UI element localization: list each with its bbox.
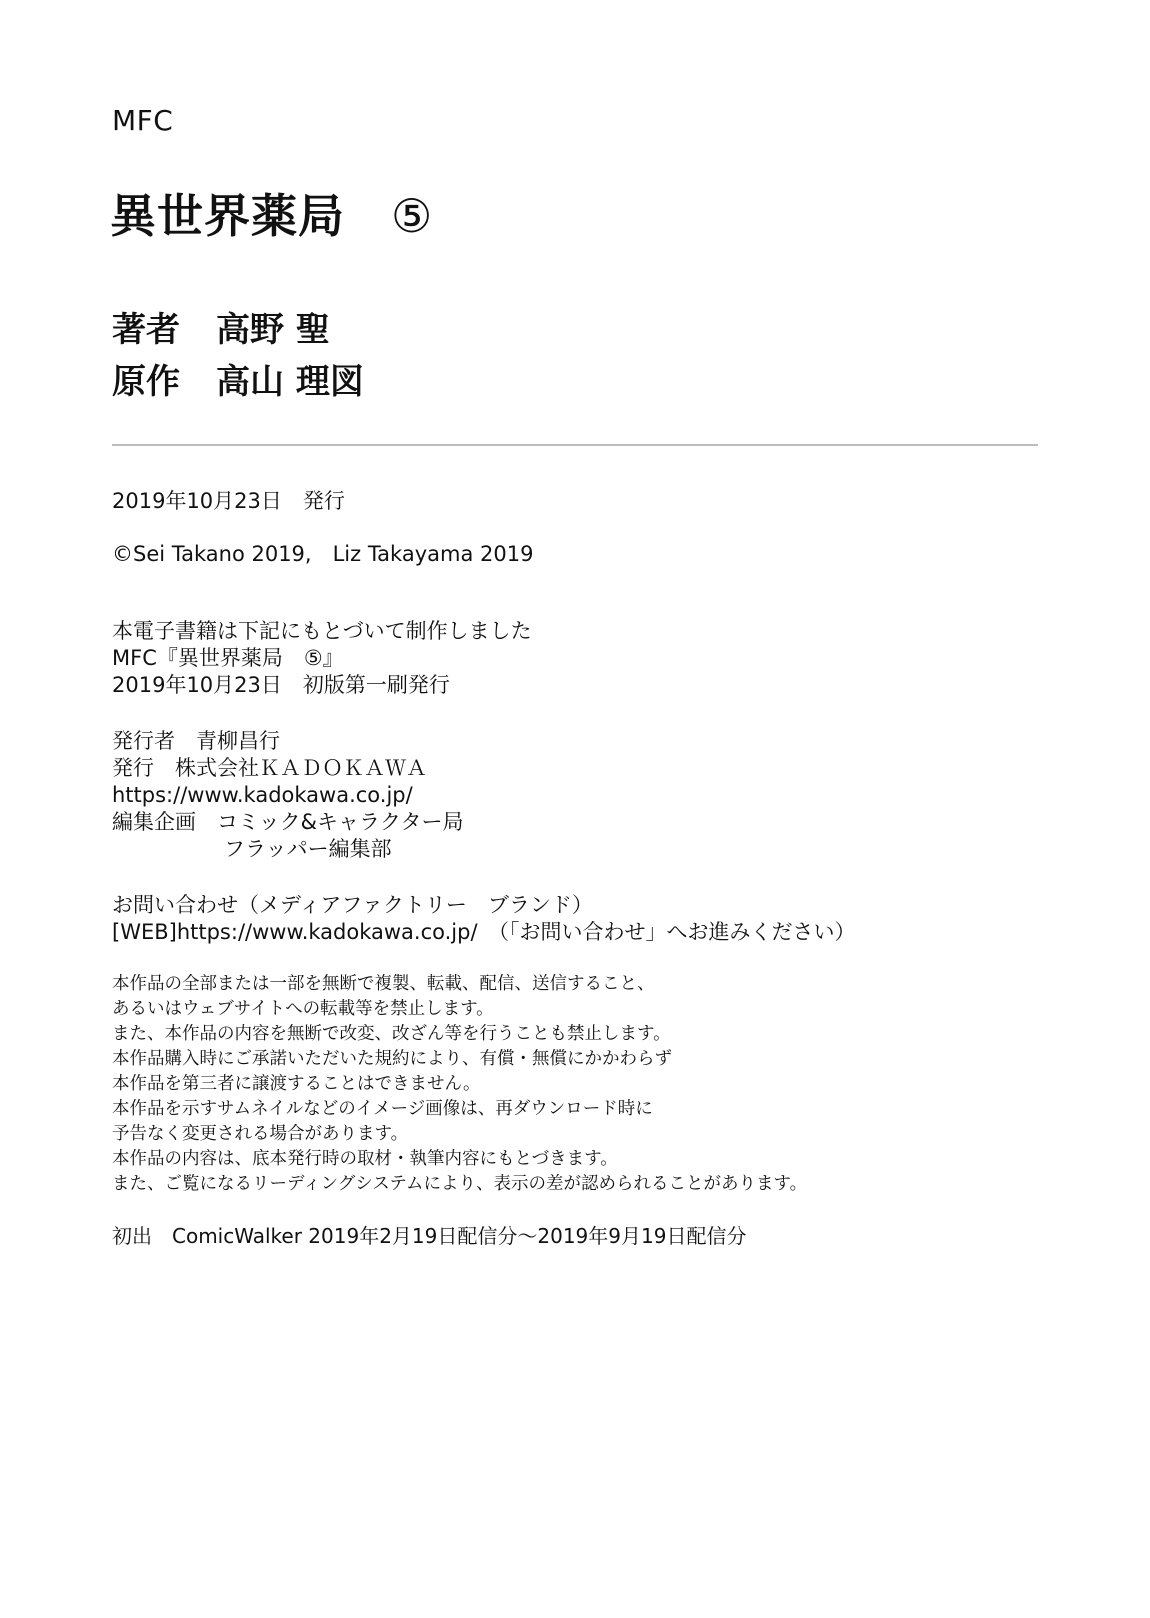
author-credit [112, 302, 330, 351]
publisher-line: 発行者 青柳昌行 [112, 729, 280, 753]
author-name: 高野 聖 [216, 310, 330, 350]
contact-web: [WEB]https://www.kadokawa.co.jp/ （「お問い合わせ」へお進みください） [112, 920, 856, 944]
notice-line: また、本作品の内容を無断で改変、改ざん等を行うことも禁止します。 [112, 1024, 671, 1044]
author-role: 著者 [112, 310, 180, 350]
basis-line: 2019年10月23日 初版第一刷発行 [112, 673, 450, 697]
notice-line: あるいはウェブサイトへの転載等を禁止します。 [112, 999, 494, 1019]
original-role: 原作 [112, 362, 180, 402]
notice-line: 本作品を第三者に譲渡することはできません。 [112, 1074, 481, 1094]
publisher-url: https://www.kadokawa.co.jp/ [112, 783, 413, 807]
legal-notice [112, 972, 807, 1197]
publication-date: 2019年10月23日 発行 [112, 489, 345, 513]
book-title [110, 180, 433, 246]
contact-info [112, 892, 856, 946]
basis-line: MFC『異世界薬局 ⑤』 [112, 646, 344, 670]
editorial-line: 編集企画 コミック&キャラクター局 [112, 810, 464, 834]
notice-line: 本作品の内容は、底本発行時の取材・執筆内容にもとづきます。 [112, 1149, 618, 1169]
issuer-line: 発行 株式会社ＫＡＤＯＫＡＷＡ [112, 756, 427, 780]
notice-line: また、ご覧になるリーディングシステムにより、表示の差が認められることがあります。 [112, 1174, 808, 1194]
volume-number: ⑤ [391, 189, 434, 243]
copyright-line: ©Sei Takano 2019, Liz Takayama 2019 [112, 542, 534, 566]
divider [112, 444, 1038, 446]
imprint-label: MFC [112, 104, 174, 137]
basis-line: 本電子書籍は下記にもとづいて制作しました [112, 619, 532, 643]
editorial-department: フラッパー編集部 [224, 837, 392, 861]
publisher-info [112, 728, 464, 863]
original-name: 高山 理図 [216, 362, 364, 402]
contact-heading: お問い合わせ（メディアファクトリー ブランド） [112, 893, 593, 917]
book-title-name: 異世界薬局 [110, 189, 345, 243]
first-publication: 初出 ComicWalker 2019年2月19日配信分～2019年9月19日配信分 [112, 1224, 747, 1248]
notice-line: 本作品の全部または一部を無断で複製、転載、配信、送信すること、 [112, 974, 655, 994]
notice-line: 本作品を示すサムネイルなどのイメージ画像は、再ダウンロード時に [112, 1099, 653, 1119]
notice-line: 本作品購入時にご承諾いただいた規約により、有償・無償にかかわらず [112, 1049, 672, 1069]
original-credit [112, 354, 364, 403]
notice-line: 予告なく変更される場合があります。 [112, 1124, 409, 1144]
source-edition-info [112, 618, 532, 699]
